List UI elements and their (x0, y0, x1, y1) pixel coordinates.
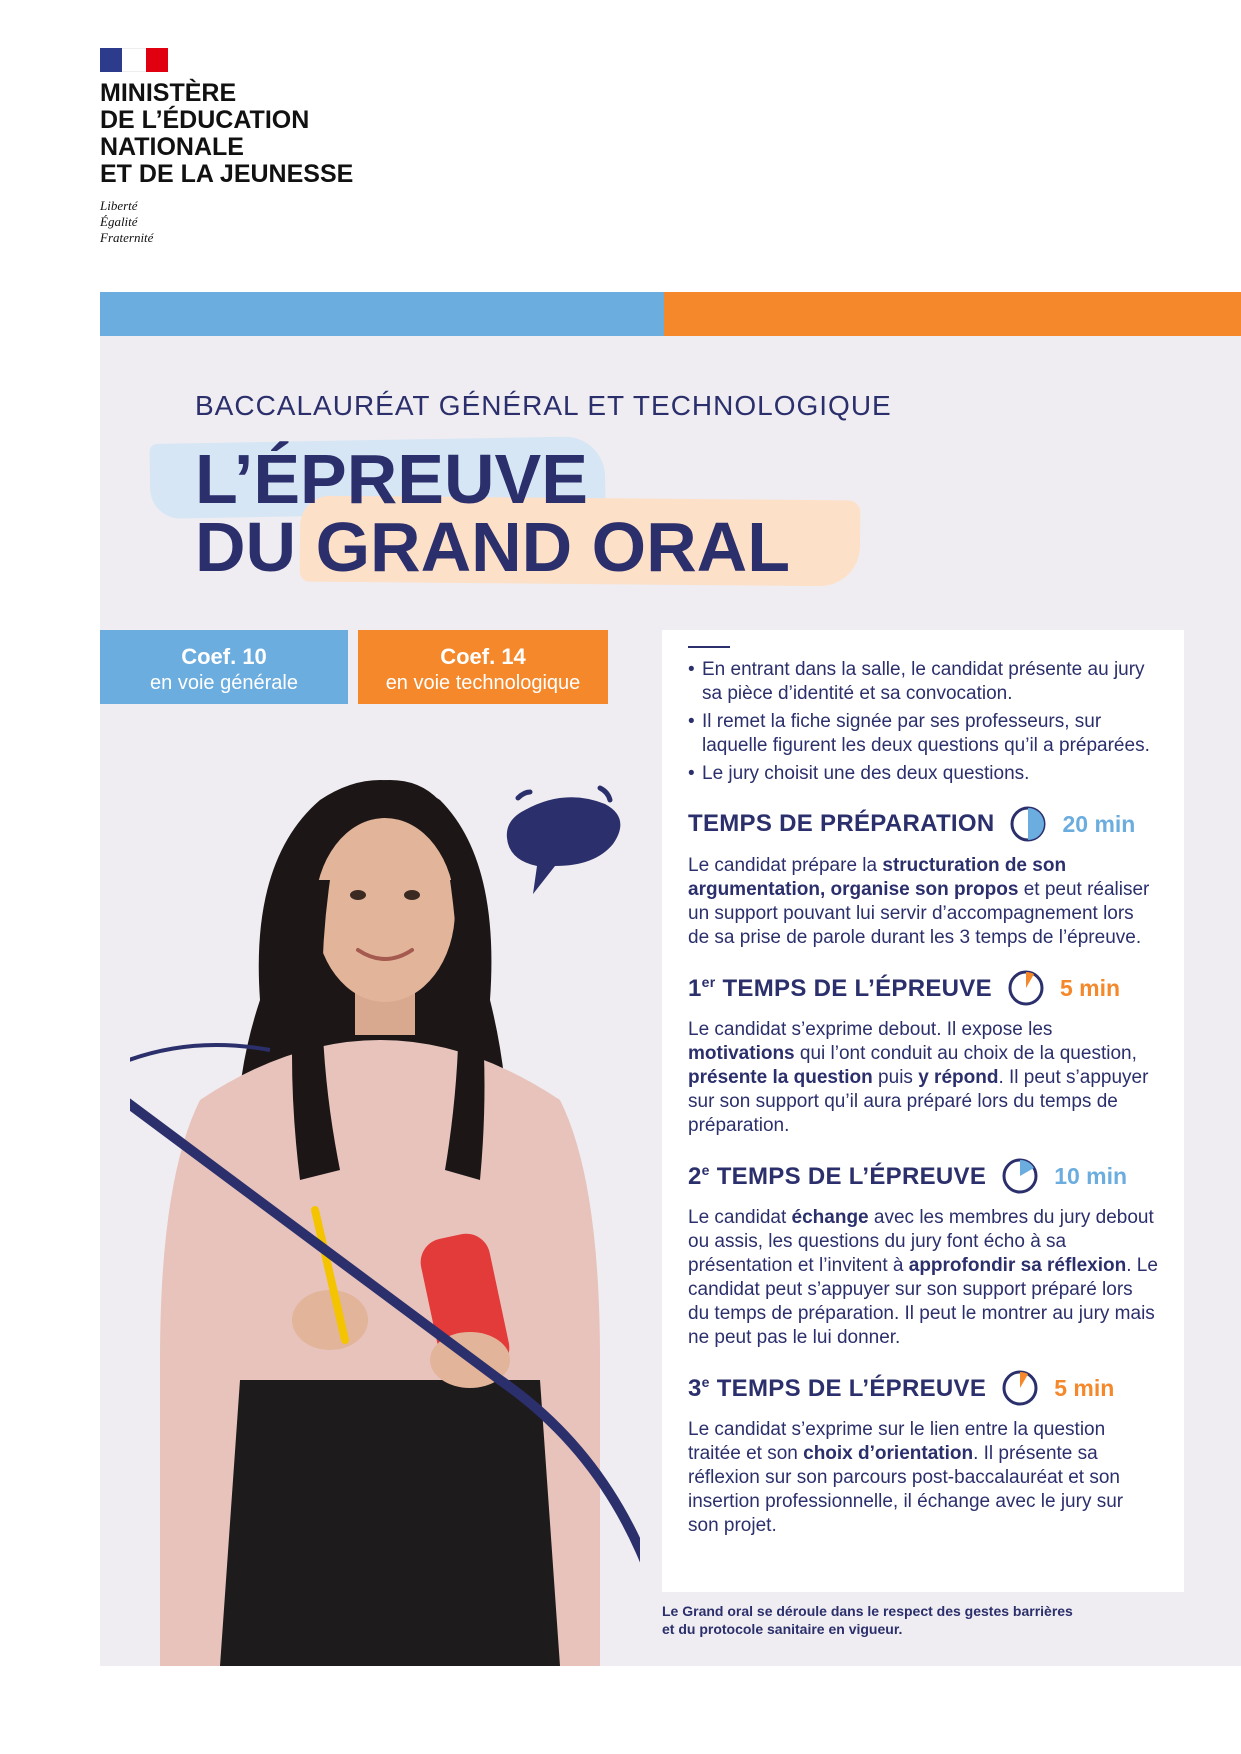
exam-details-card (662, 630, 1184, 1592)
ministry-line: NATIONALE (100, 133, 244, 161)
divider (688, 646, 730, 648)
coef-value: Coef. 14 (440, 644, 526, 669)
intro-list (688, 658, 1158, 786)
student-photo (130, 760, 640, 1666)
section-ordinal: e (701, 1161, 710, 1178)
text-part: . Il présente sa réflexion sur son parcours post-baccalauréat et son insertion professionnelle, il échange avec le jury sur son projet. (688, 1443, 1124, 1536)
text-bold: échange (791, 1207, 869, 1228)
page-subtitle: BACCALAURÉAT GÉNÉRAL ET TECHNOLOGIQUE (195, 390, 892, 421)
text-part: . Il peut s’appuyer sur son support qu’il aura préparé lors du temps de préparation. (688, 1067, 1149, 1136)
header-bar-blue (100, 292, 664, 336)
section-duration: 5 min (1059, 974, 1121, 1001)
section-title: TEMPS DE PRÉPARATION (688, 810, 995, 837)
text-part: Le candidat s’exprime debout. Il expose les (688, 1019, 1053, 1040)
ministry-line: MINISTÈRE (100, 79, 237, 107)
title-part: DU (195, 508, 316, 586)
timer-icon (1000, 1368, 1040, 1408)
coef-general-badge (100, 630, 348, 704)
timer-icon (1008, 804, 1048, 844)
text-part: et peut réaliser un support pouvant lui servir d’accompagnement lors de sa prise de parole durant les 3 temps de l’épreuve. (688, 879, 1150, 948)
text-bold: choix d’orientation (803, 1443, 974, 1464)
coef-label: en voie générale (150, 672, 298, 694)
french-flag-icon (100, 48, 168, 72)
text-bold: structuration de son argumentation, organise son propos (688, 855, 1067, 900)
section-ordinal: e (701, 1373, 710, 1390)
text-bold: présente la question (688, 1067, 873, 1088)
page-title-line1: L’ÉPREUVE (195, 440, 588, 518)
motto-line: Fraternité (100, 230, 154, 245)
section-first-header (688, 968, 1158, 1008)
section-title (688, 974, 992, 1003)
section-third-text (688, 1418, 1158, 1538)
timer-icon (1000, 1156, 1040, 1196)
section-title-text: TEMPS DE L’ÉPREUVE (709, 1162, 987, 1190)
coef-label: en voie technologique (385, 672, 581, 694)
text-part: puis (872, 1067, 919, 1088)
ministry-logo (100, 48, 353, 246)
section-duration: 10 min (1054, 1162, 1128, 1189)
section-second-text (688, 1206, 1158, 1350)
header-bar-orange (664, 292, 1241, 336)
list-item: • En entrant dans la salle, le candidat présente au jury sa pièce d’identité et sa convocation. (688, 658, 1158, 706)
title-highlight: GRAND ORAL (315, 508, 790, 586)
text-part: Le candidat prépare la (688, 855, 883, 876)
text-part: Le candidat (688, 1207, 792, 1228)
text-part: avec les membres du jury debout ou assis, les questions du jury font écho à sa présentation et l’invitent à (688, 1207, 1154, 1276)
section-title-text: TEMPS DE L’ÉPREUVE (715, 974, 992, 1002)
list-item: • Le jury choisit une des deux questions. (688, 762, 1158, 786)
section-third-header (688, 1368, 1158, 1408)
section-title-text: TEMPS DE L’ÉPREUVE (709, 1374, 987, 1402)
text-bold: y répond (918, 1067, 999, 1088)
ministry-line: ET DE LA JEUNESSE (100, 160, 354, 188)
text-part: Le candidat s’exprime sur le lien entre la question traitée et son (688, 1419, 1106, 1464)
section-title (688, 1374, 986, 1403)
section-duration: 5 min (1054, 1374, 1115, 1401)
motto-line: Liberté (100, 198, 138, 213)
section-second-header (688, 1156, 1158, 1196)
motto-line: Égalité (100, 214, 138, 229)
section-title (688, 1162, 986, 1191)
text-part: qui l’ont conduit au choix de la question, (794, 1043, 1137, 1064)
ministry-name (100, 80, 353, 188)
section-preparation-text (688, 854, 1158, 950)
republic-motto (100, 198, 353, 246)
section-first-text (688, 1018, 1158, 1138)
coef-value: Coef. 10 (181, 644, 267, 669)
text-bold: approfondir sa réflexion (908, 1255, 1127, 1276)
sanitary-footnote (662, 1602, 1073, 1638)
section-number: 2 (688, 1162, 702, 1190)
footnote-line: Le Grand oral se déroule dans le respect des gestes barrières (662, 1603, 1073, 1619)
coef-tech-badge (358, 630, 608, 704)
section-number: 1 (688, 974, 702, 1002)
section-ordinal: er (701, 973, 716, 990)
text-part: . Le candidat peut s’appuyer sur son support préparé lors du temps de préparation. Il peut le montrer au jury mais ne peut pas le lui donner. (688, 1255, 1158, 1348)
section-duration: 20 min (1062, 810, 1136, 837)
footnote-line: et du protocole sanitaire en vigueur. (662, 1621, 903, 1637)
text-bold: motivations (688, 1043, 795, 1064)
ministry-line: DE L’ÉDUCATION (100, 106, 310, 134)
section-number: 3 (688, 1374, 702, 1402)
page-title-line2 (195, 508, 790, 586)
timer-icon (1006, 968, 1046, 1008)
section-preparation-header (688, 804, 1158, 844)
list-item: • Il remet la fiche signée par ses professeurs, sur laquelle figurent les deux questions qu’il a préparées. (688, 710, 1158, 758)
